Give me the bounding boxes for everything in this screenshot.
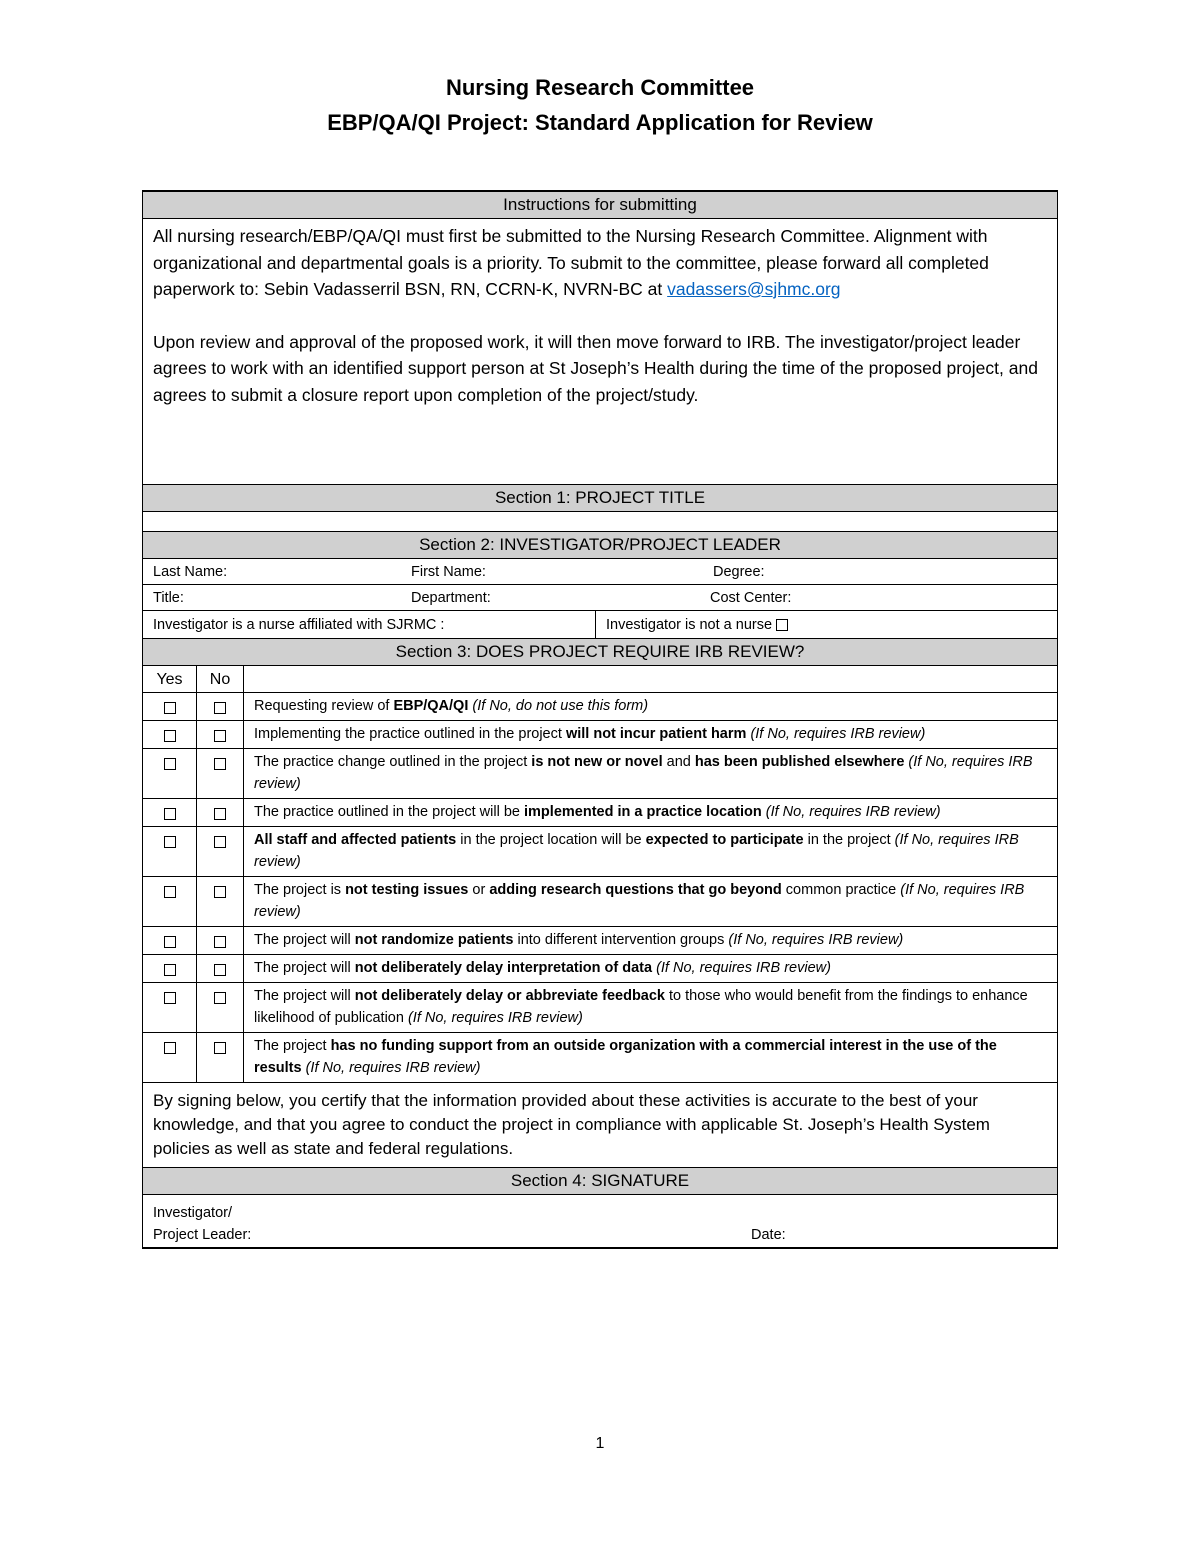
question-text-bold: implemented in a practice location xyxy=(524,804,762,820)
project-title-field[interactable] xyxy=(143,512,1057,532)
instructions-body xyxy=(143,219,1057,485)
question-note: (If No, requires IRB review) xyxy=(254,882,1025,920)
no-checkbox[interactable] xyxy=(214,702,226,714)
yes-column-header: Yes xyxy=(143,666,197,692)
question-row xyxy=(143,749,1057,799)
instructions-para2: Upon review and approval of the proposed work, it will then move forward to IRB. The investigator/project leader agrees to work with an identified support person at St Joseph’s Health during the time of the proposed project, and agrees to submit a closure report upon completion of the project/study. xyxy=(153,331,1038,405)
no-checkbox[interactable] xyxy=(214,992,226,1004)
question-text xyxy=(244,927,1057,954)
question-text-part: to those who would benefit from the findings to enhance likelihood of publication xyxy=(254,988,1028,1026)
affiliation-row xyxy=(143,611,1057,639)
yes-checkbox[interactable] xyxy=(164,992,176,1004)
question-text-bold: not randomize patients xyxy=(354,932,514,948)
question-row xyxy=(143,983,1057,1033)
page-number: 1 xyxy=(595,1435,605,1452)
affiliated-field[interactable]: Investigator is a nurse affiliated with SJRMC : xyxy=(143,611,596,638)
question-text xyxy=(244,799,1057,826)
question-note: (If No, requires IRB review) xyxy=(254,754,1033,792)
no-checkbox[interactable] xyxy=(214,758,226,770)
question-row xyxy=(143,799,1057,827)
question-text xyxy=(244,827,1057,876)
question-text xyxy=(244,749,1057,798)
question-text-part: The project will xyxy=(254,932,355,948)
question-text-part: The project will xyxy=(254,988,355,1004)
email-link[interactable]: vadassers@sjhmc.org xyxy=(667,279,841,299)
question-text-part: The project is xyxy=(254,882,346,898)
question-text-part: The practice change outlined in the project xyxy=(254,754,532,770)
name-row xyxy=(143,559,1057,585)
question-text xyxy=(244,983,1057,1032)
certification-text: By signing below, you certify that the information provided about these activities is accurate to the best of your knowledge, and that you agree to conduct the project in compliance with applicable St. Joseph’s Health System policies as well as state and federal regulations. xyxy=(143,1083,1057,1168)
yes-checkbox[interactable] xyxy=(164,730,176,742)
question-text-part: common practice xyxy=(781,882,901,898)
question-text-bold: not testing issues xyxy=(345,882,469,898)
question-text-bold: All staff and affected patients xyxy=(254,832,457,848)
degree-field[interactable]: Degree: xyxy=(713,564,765,580)
title-field[interactable]: Title: xyxy=(153,590,184,606)
question-note: (If No, requires IRB review) xyxy=(407,1010,583,1026)
question-note: (If No, requires IRB review) xyxy=(750,726,926,742)
section2-heading: Section 2: INVESTIGATOR/PROJECT LEADER xyxy=(143,532,1057,559)
no-checkbox[interactable] xyxy=(214,730,226,742)
no-checkbox[interactable] xyxy=(214,964,226,976)
question-text-part: in the project xyxy=(803,832,895,848)
instructions-heading: Instructions for submitting xyxy=(143,192,1057,219)
section1-heading: Section 1: PROJECT TITLE xyxy=(143,485,1057,512)
not-nurse-checkbox[interactable] xyxy=(776,619,788,631)
no-checkbox[interactable] xyxy=(214,936,226,948)
question-text xyxy=(244,693,1057,720)
question-note: (If No, requires IRB review) xyxy=(656,960,831,976)
question-text-part: into different intervention groups xyxy=(513,932,729,948)
yes-checkbox[interactable] xyxy=(164,964,176,976)
question-note: (If No, do not use this form) xyxy=(472,698,649,714)
yes-checkbox[interactable] xyxy=(164,808,176,820)
yes-checkbox[interactable] xyxy=(164,1042,176,1054)
irb-questions xyxy=(143,693,1057,1083)
document-subtitle: EBP/QA/QI Project: Standard Application for Review xyxy=(327,110,873,135)
not-nurse-label: Investigator is not a nurse xyxy=(606,617,773,633)
signature-block[interactable] xyxy=(143,1195,1057,1247)
question-row xyxy=(143,827,1057,877)
no-checkbox[interactable] xyxy=(214,886,226,898)
question-text xyxy=(244,955,1057,982)
question-text xyxy=(244,877,1057,926)
no-column-header: No xyxy=(197,666,244,692)
question-text-bold: will not incur patient harm xyxy=(565,726,747,742)
yes-checkbox[interactable] xyxy=(164,886,176,898)
question-text-part: The project will xyxy=(254,960,355,976)
yes-checkbox[interactable] xyxy=(164,702,176,714)
yes-no-header xyxy=(143,666,1057,693)
question-row xyxy=(143,1033,1057,1083)
question-note: (If No, requires IRB review) xyxy=(305,1060,481,1076)
no-checkbox[interactable] xyxy=(214,1042,226,1054)
question-text-bold: not deliberately delay interpretation of data xyxy=(354,960,653,976)
question-text-part: The practice outlined in the project will be xyxy=(254,804,525,820)
last-name-field[interactable]: Last Name: xyxy=(153,564,228,580)
document-title: Nursing Research Committee xyxy=(445,75,755,100)
yes-checkbox[interactable] xyxy=(164,758,176,770)
question-row xyxy=(143,927,1057,955)
signature-label-line2: Project Leader: xyxy=(153,1227,252,1243)
instructions-para1: All nursing research/EBP/QA/QI must first be submitted to the Nursing Research Committee. Alignment with organizational and departmental goals is a priority. To submit to the committee, please forward all completed paperwork to: Sebin Vadasserril BSN, RN, CCRN-K, NVRN-BC at xyxy=(153,226,989,299)
application-form xyxy=(142,190,1058,1249)
question-row xyxy=(143,955,1057,983)
date-field[interactable]: Date: xyxy=(751,1227,786,1243)
question-note: (If No, requires IRB review) xyxy=(728,932,904,948)
yes-checkbox[interactable] xyxy=(164,836,176,848)
question-note: (If No, requires IRB review) xyxy=(765,804,941,820)
question-text-part: The project xyxy=(254,1038,331,1054)
question-text-part: in the project location will be xyxy=(456,832,646,848)
section4-heading: Section 4: SIGNATURE xyxy=(143,1168,1057,1195)
department-field[interactable]: Department: xyxy=(411,590,491,606)
first-name-field[interactable]: First Name: xyxy=(411,564,486,580)
question-text-part: and xyxy=(662,754,695,770)
no-checkbox[interactable] xyxy=(214,808,226,820)
question-row xyxy=(143,693,1057,721)
question-row xyxy=(143,877,1057,927)
question-text-part: Implementing the practice outlined in the project xyxy=(254,726,566,742)
question-text-bold: has no funding support from an outside organization with a commercial interest in the use of the results xyxy=(254,1038,997,1076)
question-row xyxy=(143,721,1057,749)
cost-center-field[interactable]: Cost Center: xyxy=(710,590,792,606)
question-text-bold: is not new or novel xyxy=(531,754,663,770)
question-text-bold: has been published elsewhere xyxy=(694,754,905,770)
signature-label-line1: Investigator/ xyxy=(153,1205,232,1221)
question-text xyxy=(244,721,1057,748)
section3-heading: Section 3: DOES PROJECT REQUIRE IRB REVIEW? xyxy=(143,639,1057,666)
question-text-part: Requesting review of xyxy=(254,698,394,714)
question-text xyxy=(244,1033,1057,1082)
title-row xyxy=(143,585,1057,611)
question-text-part: or xyxy=(468,882,490,898)
question-text-bold: expected to participate xyxy=(645,832,804,848)
no-checkbox[interactable] xyxy=(214,836,226,848)
question-text-bold: adding research questions that go beyond xyxy=(489,882,782,898)
yes-checkbox[interactable] xyxy=(164,936,176,948)
question-text-bold: not deliberately delay or abbreviate feedback xyxy=(354,988,665,1004)
question-note: (If No, requires IRB review) xyxy=(254,832,1019,870)
question-text-bold: EBP/QA/QI xyxy=(393,698,469,714)
